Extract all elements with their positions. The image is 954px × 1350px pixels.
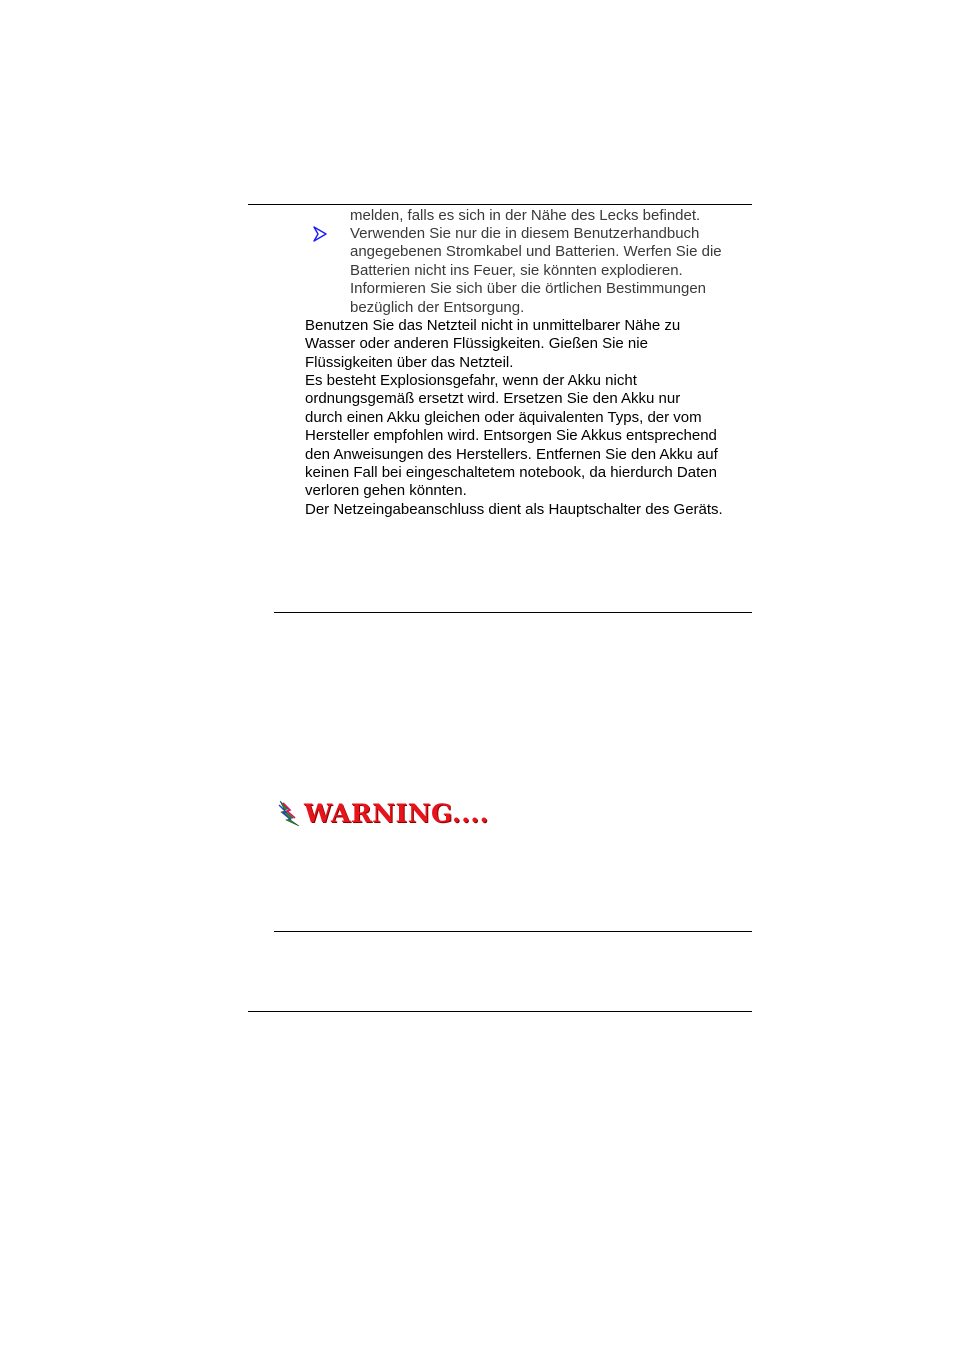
section-divider-lower [274,931,752,932]
list-continuation-text: melden, falls es sich in der Nähe des Lecks befindet. [350,207,701,224]
lightning-bolt-icon [277,799,301,827]
paragraph-battery: Es besteht Explosionsgefahr, wenn der Akku nicht ordnungsgemäß ersetzt wird. Ersetzen Sie den Akku nur durch einen Akku gleichen oder äquivalenten Typs, der vom Hersteller empfohlen wird. Entsorgen Sie Akkus entsprechend den Anweisungen des Herstellers. Entfernen Sie den Akku auf keinen Fall bei eingeschaltetem notebook, da hierdurch Daten verloren gehen könnten. [305,372,718,500]
bottom-divider [248,1011,752,1012]
list-item: Verwenden Sie nur die in diesem Benutzerhandbuch angegebenen Stromkabel und Batterien. Werfen Sie die Batterien nicht ins Feuer, sie könnten explodieren. Informieren Sie sich über die örtlichen Bestimmungen bezüglich der Entsorgung. [350,225,722,316]
paragraph-power-input: Der Netzeingabeanschluss dient als Hauptschalter des Geräts. [305,501,723,518]
warning-banner [277,796,489,830]
top-divider [248,204,752,205]
warning-label: WARNING.... [304,798,489,828]
arrow-bullet-icon [313,226,327,242]
section-divider-upper [274,612,752,613]
paragraph-power-adapter: Benutzen Sie das Netzteil nicht in unmittelbarer Nähe zu Wasser oder anderen Flüssigkeiten. Gießen Sie nie Flüssigkeiten über das Netzteil. [305,317,681,371]
